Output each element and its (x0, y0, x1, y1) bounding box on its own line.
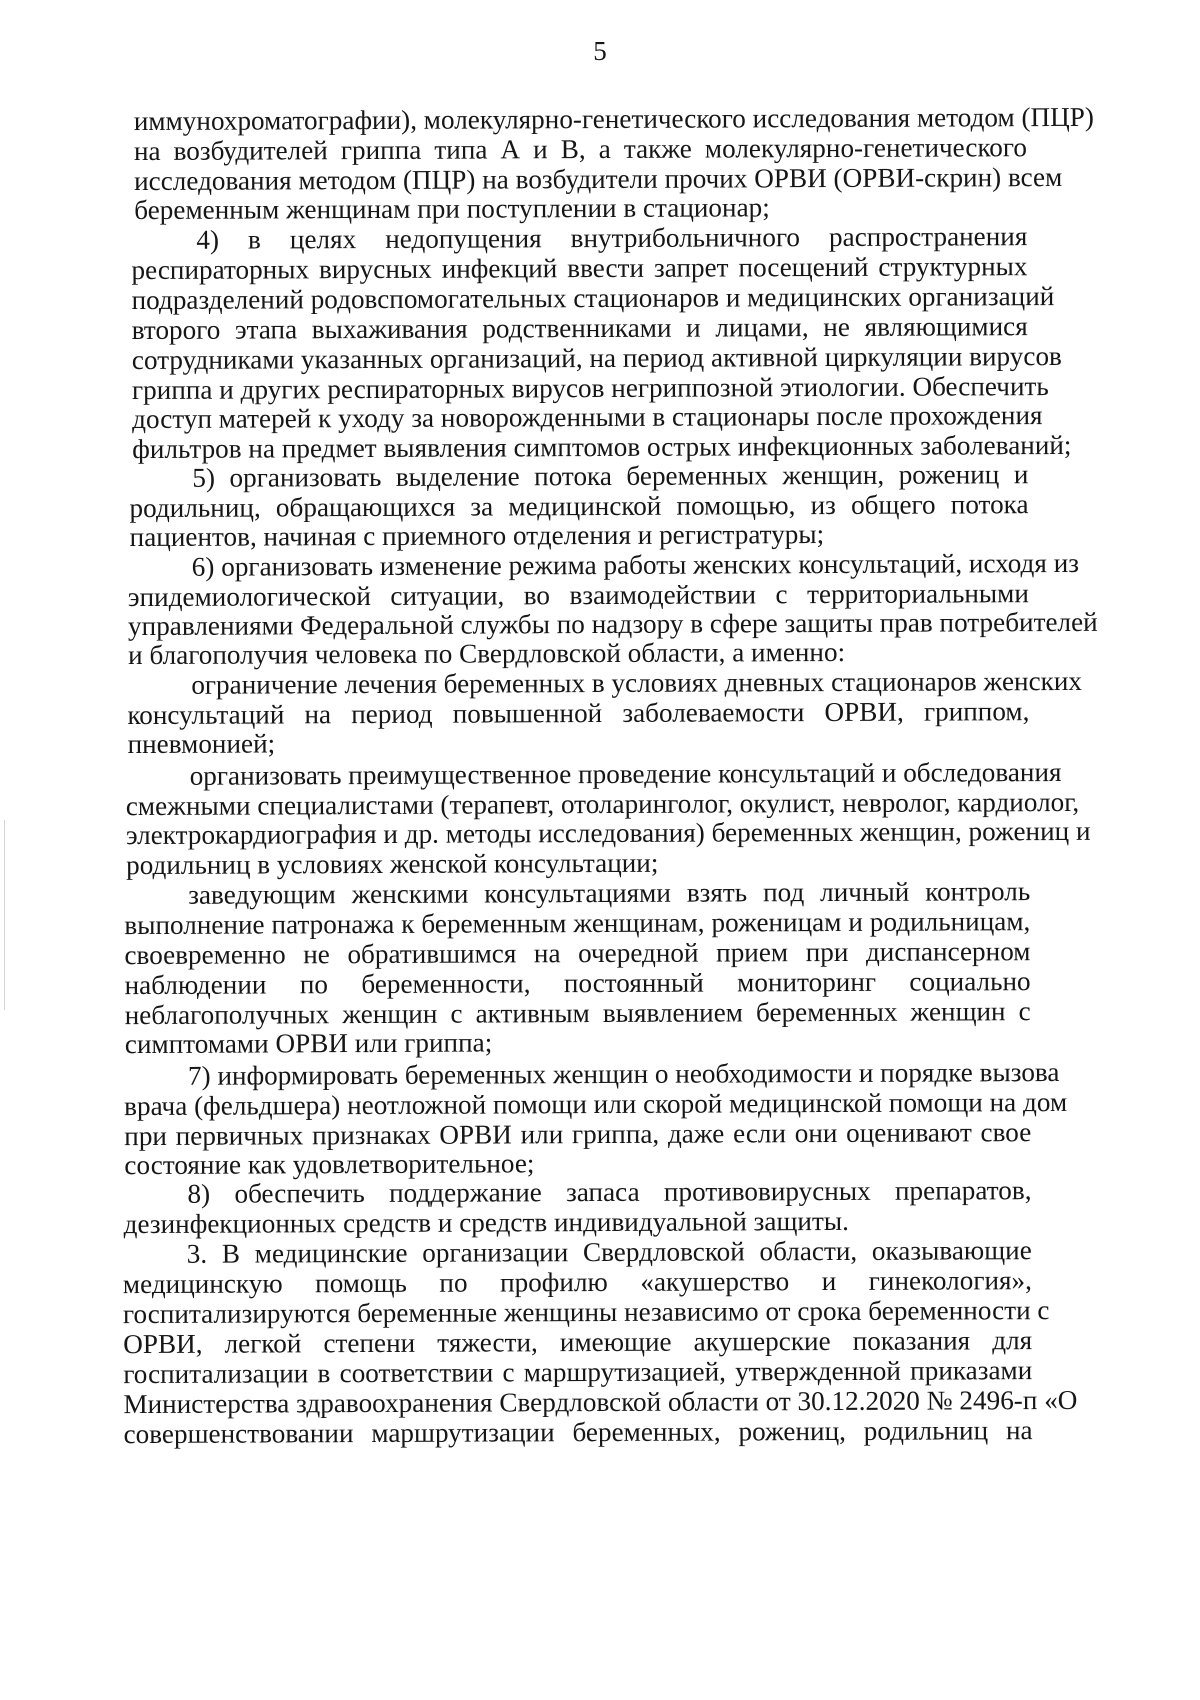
text-line-26: родильниц в условиях женской консультации; (125, 847, 659, 881)
text-line-41: госпитализируются беременные женщины независимо от срока беременности с (122, 1295, 1050, 1330)
text-line-3: исследования методом (ПЦР) на возбудители прочих ОРВИ (ОРВИ-скрин) всем (134, 161, 1063, 197)
text-line-38: дезинфекционных средств и средств индивидуальной защиты. (123, 1205, 849, 1240)
text-line-30: наблюдении по беременности, постоянный мониторинг социально (124, 966, 1031, 1001)
text-line-40: медицинскую помощь по профилю «акушерство и гинекология», (122, 1265, 1032, 1300)
text-line-19: и благополучия человека по Свердловской области, а именно: (128, 636, 846, 671)
text-line-6: респираторных вирусных инфекций ввести запрет посещений структурных (131, 251, 1028, 286)
text-line-44: Министерства здравоохранения Свердловской области от 30.12.2020 № 2496-п «О (123, 1384, 1078, 1420)
text-line-10: гриппа и других респираторных вирусов негриппозной этиологии. Обеспечить (131, 371, 1049, 406)
text-line-11: доступ матерей к уходу за новорожденными в стационары после прохождения (132, 400, 1043, 435)
text-line-15: пациентов, начиная с приемного отделения и регистратуры; (129, 519, 825, 553)
text-line-17: эпидемиологической ситуации, во взаимодействии с территориальными (127, 578, 1029, 613)
text-line-45: совершенствовании маршрутизации беременных, рожениц, родильниц на (123, 1415, 1033, 1450)
text-line-43: госпитализации в соответствии с маршрутизацией, утвержденной приказами (123, 1355, 1033, 1390)
text-line-9: сотрудниками указанных организаций, на период активной циркуляции вирусов (131, 340, 1062, 376)
text-line-36: состояние как удовлетворительное; (124, 1148, 535, 1181)
text-line-4: беременным женщинам при поступлении в стационар; (134, 192, 770, 226)
text-line-42: ОРВИ, легкой степени тяжести, имеющие акушерские показания для (123, 1325, 1033, 1360)
text-line-25: электрокардиография и др. методы исследования) беременных женщин, рожениц и (125, 815, 1091, 851)
text-line-2: на возбудителей гриппа типа А и В, а также молекулярно-генетического (133, 132, 1028, 167)
text-line-31: неблагополучных женщин с активным выявлением беременных женщин с (124, 996, 1031, 1031)
text-line-28: выполнение патронажа к беременным женщинам, роженицам и родильницам, (124, 906, 1031, 941)
text-line-20: ограничение лечения беременных в условиях дневных стационаров женских (191, 665, 1083, 700)
text-line-23: организовать преимущественное проведение консультаций и обследования (189, 756, 1062, 791)
text-line-34: врача (фельдшера) неотложной помощи или скорой медицинской помощи на дом (124, 1086, 1068, 1122)
text-line-16: 6) организовать изменение режима работы женских консультаций, исходя из (191, 547, 1080, 582)
text-line-13: 5) организовать выделение потока беременных женщин, рожениц и (192, 459, 1029, 493)
text-line-1: иммунохроматографии), молекулярно-генетического исследования методом (ПЦР) (133, 101, 1095, 137)
text-line-21: консультаций на период повышенной заболеваемости ОРВИ, гриппом, (127, 696, 1030, 731)
text-line-35: при первичных признаках ОРВИ или гриппа, даже если они оценивают свое (124, 1117, 1032, 1152)
text-line-22: пневмонией; (127, 728, 276, 760)
text-line-24: смежными специалистами (терапевт, отоларинголог, окулист, невролог, кардиолог, (125, 786, 1080, 822)
text-line-5: 4) в целях недопущения внутрибольничного распространения (196, 221, 1028, 255)
text-line-29: своевременно не обратившимся на очередной прием при диспансерном (124, 936, 1031, 971)
text-line-33: 7) информировать беременных женщин о необходимости и порядке вызова (187, 1056, 1060, 1091)
text-line-12: фильтров на предмет выявления симптомов острых инфекционных заболеваний; (132, 429, 1072, 465)
text-line-7: подразделений родовспомогательных стационаров и медицинских организаций (131, 281, 1055, 316)
text-line-8: второго этапа выхаживания родственниками и лицами, не являющимися (131, 311, 1028, 346)
text-line-39: 3. В медицинские организации Свердловской области, оказывающие (186, 1235, 1032, 1269)
text-line-37: 8) обеспечить поддержание запаса противовирусных препаратов, (187, 1175, 1032, 1209)
text-line-18: управлениями Федеральной службы по надзору в сфере защиты прав потребителей (127, 606, 1098, 642)
text-line-14: родильниц, обращающихся за медицинской помощью, из общего потока (129, 489, 1029, 524)
text-line-27: заведующим женскими консультациями взять под личный контроль (188, 876, 1031, 910)
text-line-32: симптомами ОРВИ или гриппа; (124, 1027, 493, 1060)
page-number: 5 (593, 36, 607, 66)
